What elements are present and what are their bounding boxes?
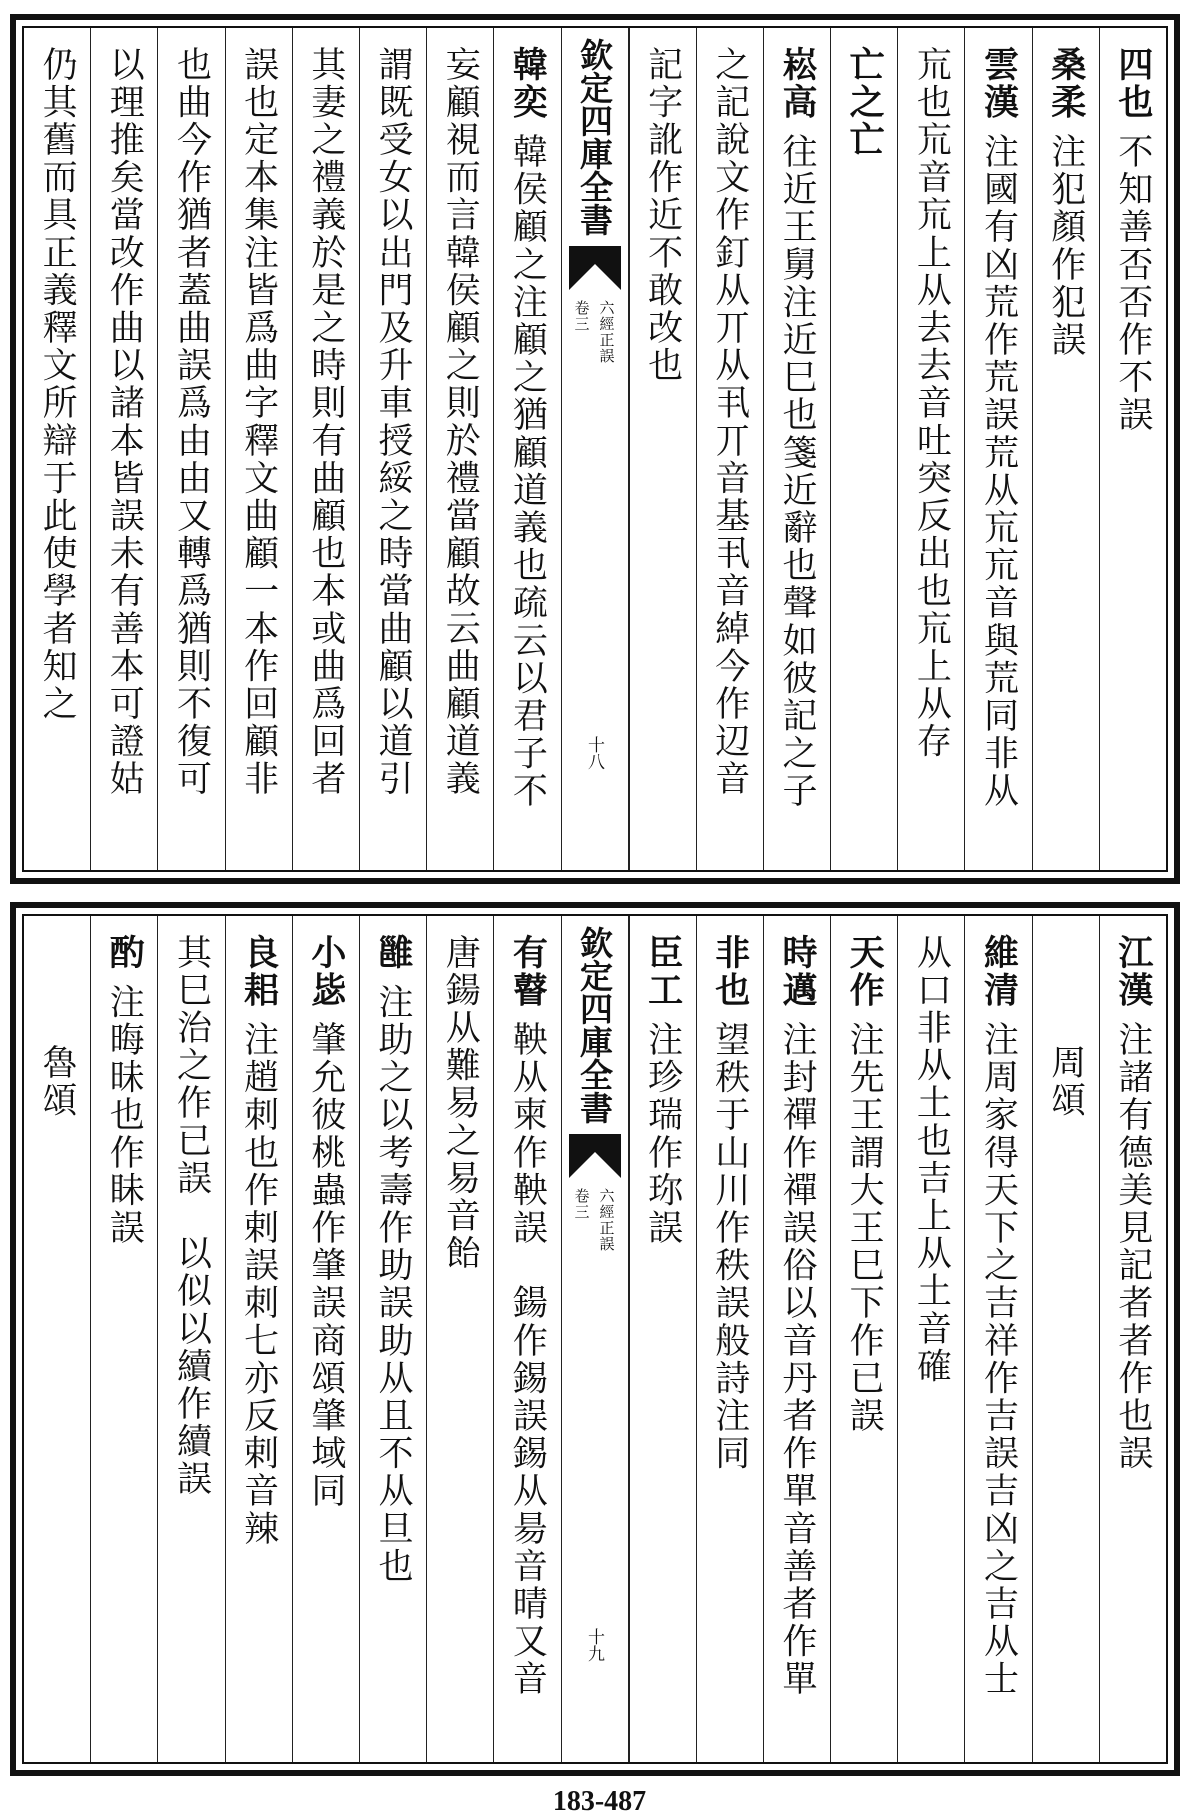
text-column (225, 28, 292, 870)
text-column (24, 28, 90, 870)
text-column (763, 916, 830, 1762)
entry-heading: 崧高 (776, 46, 818, 122)
banner-book: 六經正誤 (597, 300, 616, 364)
entry-text: 注諸有德美見記者者作也誤 (1112, 1021, 1153, 1473)
entry-text: 往近王舅注近巳也箋近辭也聲如彼記之子 (776, 133, 817, 811)
section-heading: 魯頌 (37, 1044, 78, 1120)
top-page-columns (22, 26, 1168, 872)
center-banner (561, 28, 629, 870)
text-column (1099, 916, 1166, 1762)
entry-text: 注國有凶荒作荒誤荒从巟巟音與荒同非从 (978, 133, 1019, 811)
text-column (292, 28, 359, 870)
entry-text: 注助之以考壽作助誤助从且不从旦也 (373, 983, 414, 1586)
text-column (24, 916, 90, 1762)
fishtail-mark-icon (569, 246, 621, 290)
entry-text: 仍其舊而具正義釋文所辯于此使學者知之 (37, 46, 78, 723)
entry-text: 注先王謂大王巳下作已誤 (844, 1021, 885, 1435)
entry-heading: 四也 (1112, 46, 1154, 122)
entry-text: 誤也定本集注皆爲曲字釋文曲顧一本作回顧非 (238, 46, 279, 798)
banner-title: 欽定四庫全書 (575, 926, 614, 1124)
banner-page-number: 十九 (584, 1628, 604, 1662)
text-column (964, 28, 1031, 870)
page-number-footer: 183-487 (552, 1786, 647, 1817)
section-heading: 周頌 (1045, 1044, 1086, 1120)
text-column (426, 916, 493, 1762)
entry-text: 从口非从土也吉上从土音確 (911, 934, 952, 1386)
banner-volume: 卷三 (572, 1188, 591, 1220)
entry-text: 注趙刺也作剌誤刺七亦反剌音辣 (238, 1021, 279, 1548)
entry-text: 唐鍚从難易之易音飴 (440, 934, 481, 1273)
entry-text: 望秩于山川作秩誤般詩注同 (709, 1021, 750, 1473)
text-column (1032, 916, 1099, 1762)
banner-volume: 卷三 (572, 300, 591, 332)
center-banner (561, 916, 629, 1762)
entry-heading: 桑柔 (1045, 46, 1087, 122)
entry-text: 注周家得天下之吉祥作吉誤吉凶之吉从士 (978, 1021, 1019, 1699)
entry-text: 注犯顏作犯誤 (1045, 133, 1086, 359)
text-column (359, 916, 426, 1762)
text-column (830, 916, 897, 1762)
text-column (493, 916, 560, 1762)
entry-text: 鞅从柬作鞅誤 鍚作錫誤錫从昜音晴又音 (507, 1021, 548, 1699)
entry-heading: 時邁 (776, 934, 818, 1010)
entry-heading: 天作 (844, 934, 886, 1010)
entry-text: 記字訛作近不敢改也 (642, 46, 683, 385)
entry-heading: 維清 (978, 934, 1020, 1010)
entry-text: 其妻之禮義於是之時則有曲顧也本或曲爲回者 (305, 46, 346, 798)
entry-heading: 小毖 (305, 934, 347, 1010)
entry-heading: 良耜 (238, 934, 280, 1010)
entry-text: 巟也巟音巟上从去去音吐突反出也巟上从存 (911, 46, 952, 761)
entry-text: 謂既受女以出門及升車授綏之時當曲顧以道引 (373, 46, 414, 798)
entry-heading: 有瞽 (507, 934, 549, 1010)
text-column (696, 28, 763, 870)
text-column (426, 28, 493, 870)
text-column (964, 916, 1031, 1762)
entry-heading: 韓奕 (507, 46, 549, 122)
banner-page-number: 十八 (584, 736, 604, 770)
entry-text: 其巳治之作已誤 以似以續作續誤 (171, 934, 212, 1498)
banner-book: 六經正誤 (597, 1188, 616, 1252)
banner-subtitle (572, 1188, 618, 1252)
text-column (1099, 28, 1166, 870)
text-column (292, 916, 359, 1762)
top-page-frame (10, 14, 1180, 884)
banner-subtitle (572, 300, 618, 364)
text-column (157, 916, 224, 1762)
text-column (90, 28, 157, 870)
entry-heading: 江漢 (1112, 934, 1154, 1010)
text-column (696, 916, 763, 1762)
entry-text: 以理推矣當改作曲以諸本皆誤未有善本可證姑 (104, 46, 145, 798)
text-column (897, 28, 964, 870)
entry-text: 不知善否否作不誤 (1112, 133, 1153, 435)
entry-heading: 雝 (373, 934, 415, 972)
text-column (629, 28, 696, 870)
text-column (629, 916, 696, 1762)
entry-text: 之記說文作釘从丌从丮丌音基丮音綽今作辺音 (709, 46, 750, 798)
entry-heading: 酌 (104, 934, 146, 972)
fishtail-mark-icon (569, 1134, 621, 1178)
entry-text: 肇允彼桃蟲作肇誤商頌肇域同 (305, 1021, 346, 1511)
text-column (493, 28, 560, 870)
entry-text: 韓侯顧之注顧之猶顧道義也疏云以君子不 (507, 133, 548, 811)
text-column (763, 28, 830, 870)
text-column (157, 28, 224, 870)
banner-title: 欽定四庫全書 (575, 38, 614, 236)
text-column (225, 916, 292, 1762)
bottom-page-columns (22, 914, 1168, 1764)
text-column (1032, 28, 1099, 870)
entry-heading: 雲漢 (978, 46, 1020, 122)
entry-text: 也曲今作猶者蓋曲誤爲由由又轉爲猶則不復可 (171, 46, 212, 798)
text-column (830, 28, 897, 870)
text-column (897, 916, 964, 1762)
entry-heading: 亡之亡 (844, 46, 886, 159)
text-column (90, 916, 157, 1762)
text-column (359, 28, 426, 870)
entry-text: 注晦昧也作眛誤 (104, 983, 145, 1247)
entry-heading: 非也 (709, 934, 751, 1010)
entry-heading: 臣工 (642, 934, 684, 1010)
entry-text: 注珍瑞作珎誤 (642, 1021, 683, 1247)
entry-text: 注封禪作禪誤俗以音丹者作單音善者作單 (776, 1021, 817, 1699)
entry-text: 妄顧視而言韓侯顧之則於禮當顧故云曲顧道義 (440, 46, 481, 798)
bottom-page-frame (10, 902, 1180, 1776)
